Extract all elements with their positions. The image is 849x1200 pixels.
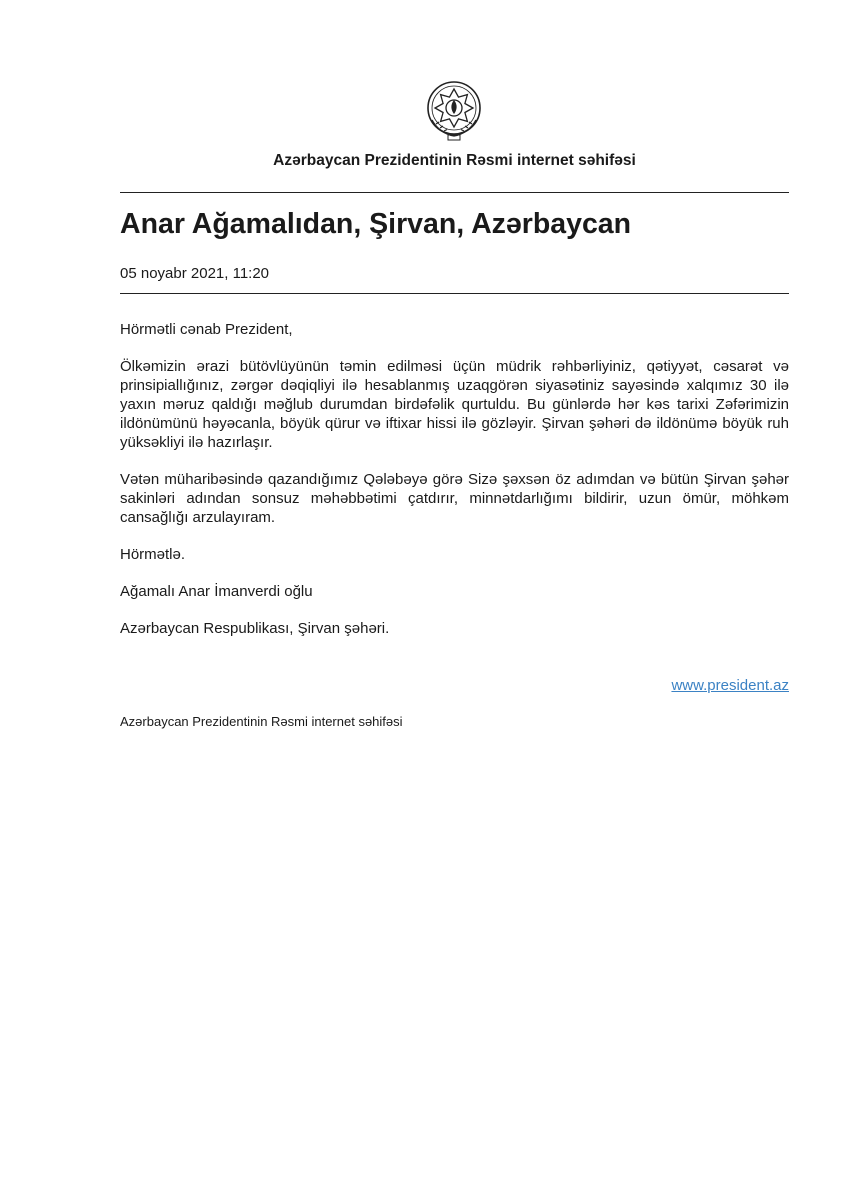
state-emblem-icon	[426, 80, 482, 142]
letter-location: Azərbaycan Respublikası, Şirvan şəhəri.	[120, 620, 390, 637]
letter-closing: Hörmətlə.	[120, 546, 186, 563]
article-date: 05 noyabr 2021, 11:20	[120, 265, 270, 282]
letter-signature: Ağamalı Anar İmanverdi oğlu	[120, 583, 313, 600]
letter-paragraph-1: Ölkəmizin ərazi bütövlüyünün təmin edilməsi üçün müdrik rəhbərliyiniz, qətiyyət, cəsarət və prinsipiallığınız, zərgər dəqiqliyi ilə hesablanmış uzaqgörən siyasətiniz sayəsində xalqımız 30 ilə yaxın məruz qaldığı məğlub durumdan birdəfəlik qurtuldu. Bu günlərdə hər kəs tarixi Zəfərimizin ildönümünü həyəcanla, böyük qürur və iftixar hissi ilə gözləyir. Şirvan şəhəri də ildönümə böyük ruh yüksəkliyi ilə hazırlaşır.	[120, 358, 789, 451]
header-divider	[120, 192, 789, 193]
article-title: Anar Ağamalıdan, Şirvan, Azərbaycan	[120, 208, 632, 240]
site-header-title: Azərbaycan Prezidentinin Rəsmi internet səhifəsi	[273, 152, 636, 169]
page-footer: Azərbaycan Prezidentinin Rəsmi internet səhifəsi	[120, 714, 403, 729]
title-divider	[120, 293, 789, 294]
letter-greeting: Hörmətli cənab Prezident,	[120, 321, 293, 338]
letter-body	[120, 320, 789, 656]
president-site-link[interactable]: www.president.az	[671, 677, 789, 694]
letter-paragraph-2: Vətən müharibəsində qazandığımız Qələbəyə görə Sizə şəxsən öz adımdan və bütün Şirvan şəhər sakinləri adından sonsuz məhəbbətimi çatdırır, minnətdarlığımı bildirir, uzun ömür, möhkəm cansağlığı arzulayıram.	[120, 471, 789, 526]
